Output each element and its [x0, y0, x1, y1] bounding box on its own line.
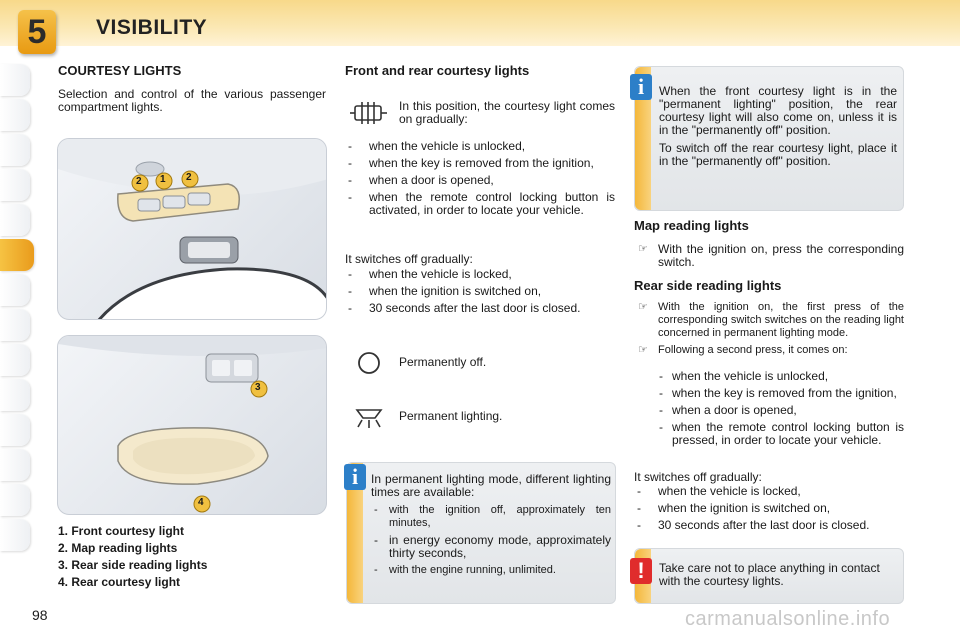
chapter-tab[interactable] [0, 519, 30, 551]
callout-4: 4 [198, 497, 204, 508]
callout-3: 3 [255, 382, 261, 393]
illustration-legend [58, 523, 207, 591]
map-reading-instructions [634, 243, 904, 273]
permanently-off-text: Permanently off. [399, 355, 487, 369]
pointing-hand-icon: ☞ [638, 344, 648, 356]
gradual-mode-text: In this position, the courtesy light comes on gradually: [399, 99, 615, 126]
list-item: - when the vehicle is locked, [345, 268, 615, 281]
rear-reading-on-conditions [656, 370, 904, 451]
list-item: - when the key is removed from the ignition, [345, 157, 615, 170]
list-item: ☞ With the ignition on, press the corresponding switch. [638, 242, 904, 269]
chapter-tab[interactable] [0, 379, 30, 411]
mode-gradual-row [349, 100, 615, 126]
list-item: - when the ignition is switched on, [345, 285, 615, 298]
chapter-tab[interactable] [0, 309, 30, 341]
list-item: - when a door is opened, [345, 174, 615, 187]
info-box-paragraph: To switch off the rear courtesy light, place it in the "permanently off" position. [659, 141, 897, 168]
list-item: - with the ignition off, approximately ten minutes, [371, 504, 611, 530]
list-item: - when the vehicle is locked, [634, 485, 904, 498]
list-item: - when the vehicle is unlocked, [656, 370, 904, 383]
callouts-bottom [58, 336, 327, 515]
list-item: - with the engine running, unlimited. [371, 564, 611, 577]
chapter-tab[interactable] [0, 274, 30, 306]
rear-ceiling-illustration [57, 335, 327, 515]
list-item: ☞ With the ignition on, the first press of the corresponding switch switches on the reading light concerned in permanent lighting mode. [638, 301, 904, 339]
list-item: - 30 seconds after the last door is closed. [634, 519, 904, 532]
pointing-hand-icon: ☞ [638, 243, 648, 255]
chapter-tab[interactable] [0, 134, 30, 166]
chapter-tab[interactable] [0, 169, 30, 201]
chapter-tab[interactable] [0, 449, 30, 481]
page-number: 98 [32, 607, 48, 623]
list-item: - when the key is removed from the ignition, [656, 387, 904, 400]
chapter-tab[interactable] [0, 204, 30, 236]
pointing-hand-icon: ☞ [638, 301, 648, 313]
info-box-content [659, 85, 897, 173]
mode-permanent-row [349, 404, 502, 430]
switch-off-conditions [345, 268, 615, 319]
chapter-tab[interactable] [0, 99, 30, 131]
chapter-tab[interactable] [0, 414, 30, 446]
lighting-times-list [371, 504, 611, 577]
chapter-number-badge: 5 [18, 10, 56, 54]
courtesy-light-door-icon [349, 100, 389, 126]
list-item: - when the vehicle is unlocked, [345, 140, 615, 153]
callout-1: 1 [160, 174, 166, 185]
chapter-tabs [0, 64, 34, 554]
info-icon: i [630, 74, 652, 100]
chapter-tab[interactable] [0, 484, 30, 516]
light-on-icon [349, 404, 389, 430]
rear-reading-instructions [634, 301, 904, 361]
legend-item: 1. Front courtesy light [58, 524, 185, 538]
watermark: carmanualsonline.info [685, 608, 891, 630]
legend-item: 3. Rear side reading lights [58, 558, 208, 572]
section-title-front-rear: Front and rear courtesy lights [345, 63, 530, 78]
warning-icon: ! [630, 558, 652, 584]
legend-item: 4. Rear courtesy light [58, 575, 181, 589]
callout-2-right: 2 [186, 172, 192, 183]
light-off-icon [349, 350, 389, 376]
info-box-permanent-lighting [346, 462, 616, 604]
list-item: - in energy economy mode, approximately thirty seconds, [371, 534, 611, 560]
chapter-tab-active[interactable] [0, 239, 34, 271]
mode-off-row [349, 350, 486, 376]
list-item: ☞ Following a second press, it comes on: [638, 344, 848, 356]
info-box-paragraph: When the front courtesy light is in the "permanent lighting" position, the rear courtesy light will also come on, unless it is in the "permanently off" position. [659, 84, 897, 137]
list-item: - when the ignition is switched on, [634, 502, 904, 515]
switch-off-conditions [634, 485, 904, 536]
info-box-front-courtesy [634, 66, 904, 211]
front-console-illustration [57, 138, 327, 320]
section-title-map-reading: Map reading lights [634, 218, 749, 233]
chapter-title: VISIBILITY [96, 16, 208, 39]
switch-off-intro: It switches off gradually: [345, 252, 473, 266]
list-item: - when a door is opened, [656, 404, 904, 417]
switch-off-intro: It switches off gradually: [634, 470, 762, 484]
switch-on-conditions [345, 140, 615, 221]
info-box-content [371, 473, 611, 581]
permanent-lighting-text: Permanent lighting. [399, 409, 503, 423]
section-intro: Selection and control of the various passenger compartment lights. [58, 87, 326, 114]
info-icon: i [344, 464, 366, 490]
list-item: - when the remote control locking button is pressed, in order to locate your vehicle. [656, 421, 904, 447]
legend-item: 2. Map reading lights [58, 541, 178, 555]
chapter-tab[interactable] [0, 344, 30, 376]
chapter-tab[interactable] [0, 64, 30, 96]
section-title-courtesy-lights: COURTESY LIGHTS [58, 63, 182, 78]
warning-box [634, 548, 904, 604]
callout-2-left: 2 [136, 176, 142, 187]
list-item: - 30 seconds after the last door is closed. [345, 302, 615, 315]
list-item: - when the remote control locking button is activated, in order to locate your vehicle. [345, 191, 615, 217]
section-title-rear-side-reading: Rear side reading lights [634, 278, 782, 293]
info-box-intro: In permanent lighting mode, different lighting times are available: [371, 472, 611, 499]
warning-text: Take care not to place anything in contact with the courtesy lights. [659, 561, 880, 588]
callouts-top [58, 139, 327, 320]
